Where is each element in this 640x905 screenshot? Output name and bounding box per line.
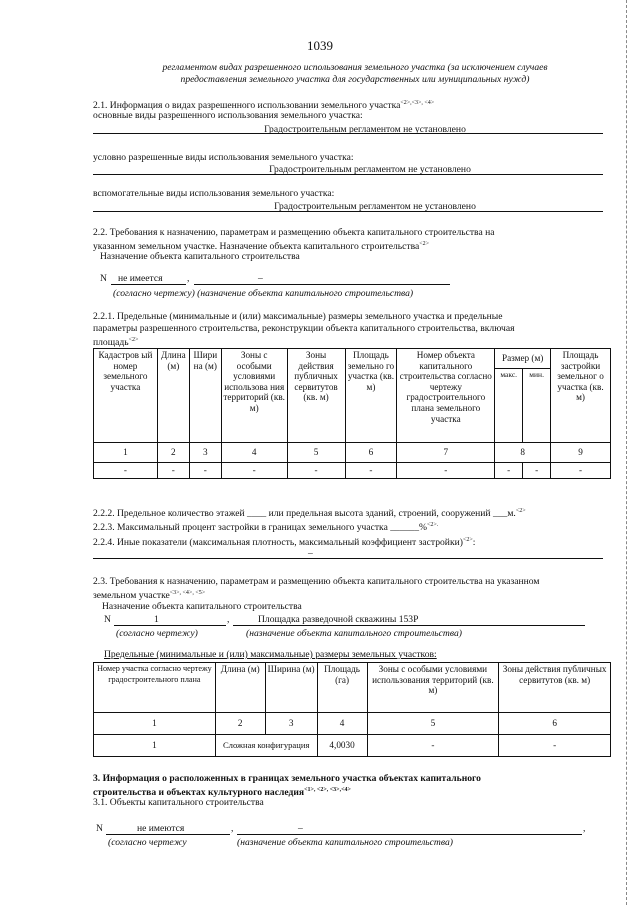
- section-2-2-n-label: N: [100, 273, 107, 284]
- section-2-2-2: 2.2.2. Предельное количество этажей ____ или предельная высота зданий, строений, сооружений ___м.$^{<2>}$: [93, 508, 526, 520]
- t1-data-cell: -: [157, 463, 189, 479]
- t1-number-cell: 3: [189, 443, 221, 463]
- section-2-3-line-2: земельном участке$^{<3>, <4>, <5>}$: [93, 590, 206, 602]
- t2-row-number: 1: [94, 735, 216, 757]
- section-3-n-label: N: [96, 823, 103, 834]
- plots-table: [93, 662, 611, 757]
- t2-number-cell: 5: [367, 713, 499, 735]
- section-3-title-line-1: 3. Информация о расположенных в границах земельного участка объектах капитального: [93, 773, 481, 784]
- section-2-3-purpose: Площадка разведочной скважины 153Р: [258, 614, 419, 625]
- section-2-2-1-line-3: площадь$^{<2>}$: [93, 337, 139, 349]
- section-3-caption-right: (назначение объекта капитального строительства): [237, 837, 453, 848]
- section-2-2-n-comma: ,: [187, 273, 190, 284]
- section-2-1-title: 2.1. Информация о видах разрешенного использовании земельного участка$^{<2>,<3>, <4>}$: [93, 100, 435, 112]
- t1-number-cell: 7: [397, 443, 495, 463]
- section-2-2-purpose-line: [194, 284, 450, 285]
- t1-header-servitude-zones: Зоны действия публичных сервитутов (кв. м): [287, 349, 345, 443]
- t2-number-cell: 2: [215, 713, 265, 735]
- section-2-3-caption-left: (согласно чертежу): [116, 628, 198, 639]
- t2-header-width: Ширина (м): [265, 663, 317, 713]
- t1-data-cell: -: [551, 463, 611, 479]
- section-2-3-caption-right: (назначение объекта капитального строительства): [246, 628, 462, 639]
- t2-header-plot-number: Номер участка согласно чертежу градостроительного плана: [94, 663, 216, 713]
- section-3-title-line-2: строительства и объектах культурного наследия$^{<1>, <2>, <3>,<4>}$: [93, 787, 351, 799]
- t1-number-cell: 2: [157, 443, 189, 463]
- t2-number-cell: 3: [265, 713, 317, 735]
- t2-row-config: Сложная конфигурация: [215, 735, 317, 757]
- t1-number-cell: 4: [221, 443, 287, 463]
- t1-data-cell: -: [397, 463, 495, 479]
- t1-subheader-min: мин.: [523, 369, 551, 443]
- section-2-2-4-line: [93, 558, 603, 559]
- right-margin-line: [626, 0, 627, 905]
- t2-header-length: Длина (м): [215, 663, 265, 713]
- t1-data-cell: -: [221, 463, 287, 479]
- t2-number-cell: 1: [94, 713, 216, 735]
- t1-header-object-number: Номер объекта капитального строительства согласно чертежу градостроительного плана земельного участка: [397, 349, 495, 443]
- section-2-3-n-comma: ,: [227, 614, 230, 625]
- section-2-2-1-line-2: параметры разрешенного строительства, реконструкции объекта капитального строительства, включая: [93, 323, 515, 334]
- section-2-3-line-3: Назначение объекта капитального строительства: [102, 601, 302, 612]
- t1-number-cell: 8: [495, 443, 551, 463]
- section-3-n-value: не имеются: [137, 823, 185, 834]
- section-2-3-line-1: 2.3. Требования к назначению, параметрам и размещению объекта капитального строительства на указанном: [93, 576, 540, 587]
- section-2-2-n-line: [111, 284, 186, 285]
- section-3-n-end: ,: [583, 823, 586, 834]
- t1-header-plot-area: Площадь земельно го участка (кв. м): [345, 349, 397, 443]
- conditional-uses-label: условно разрешенные виды использования земельного участка:: [93, 152, 354, 163]
- t1-data-cell: -: [287, 463, 345, 479]
- t2-number-cell: 4: [317, 713, 367, 735]
- section-2-2-line-3: Назначение объекта капитального строительства: [100, 251, 300, 262]
- section-2-2-1-line-1: 2.2.1. Предельные (минимальные и (или) максимальные) размеры земельного участка и предельные: [93, 311, 503, 322]
- section-2-2-n-value: не имеется: [118, 273, 163, 284]
- section-2-3-n-value: 1: [154, 614, 159, 625]
- t1-header-cadastral: Кадастров ый номер земельного участка: [94, 349, 158, 443]
- auxiliary-uses-value: Градостроительным регламентом не установлено: [274, 201, 476, 212]
- parameters-table: [93, 348, 611, 479]
- section-3-n-comma: ,: [231, 823, 234, 834]
- conditional-uses-value: Градостроительным регламентом не установлено: [269, 164, 471, 175]
- t1-number-cell: 5: [287, 443, 345, 463]
- header-line-1: регламентом видах разрешенного использования земельного участка (за исключением случаев: [162, 62, 548, 73]
- t1-data-cell: -: [189, 463, 221, 479]
- section-2-2-4: 2.2.4. Иные показатели (максимальная плотность, максимальный коэффициент застройки)$^{<2>}$:: [93, 537, 476, 549]
- section-2-2-line-2: указанном земельном участке. Назначение объекта капитального строительства$^{<2>}$: [93, 241, 430, 253]
- t2-header-area: Площадь (га): [317, 663, 367, 713]
- t1-data-cell: -: [345, 463, 397, 479]
- t1-number-cell: 1: [94, 443, 158, 463]
- section-3-caption-left: (согласно чертежу: [108, 837, 187, 848]
- t2-header-servitude-zones: Зоны действия публичных сервитутов (кв. м): [499, 663, 611, 713]
- t2-row-zones: -: [367, 735, 499, 757]
- section-2-3-n-line: [114, 625, 226, 626]
- t1-data-cell: -: [523, 463, 551, 479]
- main-uses-value: Градостроительным регламентом не установлено: [264, 124, 466, 135]
- t1-number-cell: 6: [345, 443, 397, 463]
- section-3-dash: –: [298, 823, 303, 834]
- main-uses-label: основные виды разрешенного использования земельного участка:: [93, 110, 363, 121]
- auxiliary-uses-label: вспомогательные виды использования земельного участка:: [93, 188, 335, 199]
- section-2-2-4-value: –: [308, 548, 313, 559]
- section-2-3-n-label: N: [104, 614, 111, 625]
- t2-number-cell: 6: [499, 713, 611, 735]
- section-2-2-caption: (согласно чертежу) (назначение объекта капитального строительства): [113, 288, 414, 299]
- section-2-2-line-1: 2.2. Требования к назначению, параметрам и размещению объекта капитального строительства на: [93, 227, 495, 238]
- t1-header-length: Длина (м): [157, 349, 189, 443]
- header-line-2: предоставления земельного участка для государственных или муниципальных нужд): [180, 74, 530, 85]
- t1-header-built-area: Площадь застройки земельног о участка (кв. м): [551, 349, 611, 443]
- section-3-n-line: [106, 834, 230, 835]
- section-3-1-title: 3.1. Объекты капитального строительства: [93, 797, 264, 808]
- section-3-purpose-line: [237, 834, 582, 835]
- t1-data-cell: -: [94, 463, 158, 479]
- section-2-2-3: 2.2.3. Максимальный процент застройки в границах земельного участка ______%$^{<2>.}$: [93, 522, 439, 534]
- t1-subheader-max: макс.: [495, 369, 523, 443]
- section-2-3-limits: Предельные (минимальные и (или) максимальные) размеры земельных участков:: [104, 649, 437, 660]
- t1-header-special-zones: Зоны с особыми условиями использова ния территорий (кв. м): [221, 349, 287, 443]
- t2-row-servitudes: -: [499, 735, 611, 757]
- t1-header-size: Размер (м): [495, 349, 551, 369]
- t1-number-cell: 9: [551, 443, 611, 463]
- section-2-3-purpose-line: [233, 625, 585, 626]
- t2-row-area: 4,0030: [317, 735, 367, 757]
- page-number: 1039: [307, 38, 333, 53]
- t1-data-cell: -: [495, 463, 523, 479]
- section-2-2-dash: –: [258, 273, 263, 284]
- t1-header-width: Шири на (м): [189, 349, 221, 443]
- t2-header-special-zones: Зоны с особыми условиями использования территорий (кв. м): [367, 663, 499, 713]
